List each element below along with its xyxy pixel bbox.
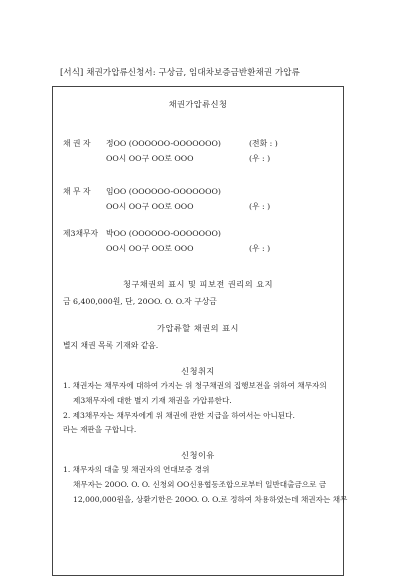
- purpose-line: 1. 채권자는 채무자에 대하여 가지는 위 청구채권의 집행보전을 위하여 채무자의: [63, 381, 327, 390]
- reason-body: [63, 463, 348, 507]
- party-postal: (우 : ): [249, 244, 271, 253]
- seized-section-title: 가압류할 채권의 표시: [157, 323, 239, 333]
- petition-form: [52, 86, 348, 576]
- party-postal: (우 : ): [249, 154, 271, 163]
- purpose-body: [63, 379, 335, 438]
- claim-section-title: 청구채권의 표시 및 피보전 권리의 요지: [122, 279, 274, 289]
- party-postal: (우 : ): [249, 202, 271, 211]
- party-name: 박OO (OOOOOO-OOOOOOO): [106, 229, 221, 238]
- reason-line: 12,000,000원을, 상환기한은 20OO. O. O.로 정하여 차용하였는데 채권자는 채무: [73, 494, 348, 504]
- party-address: OO시 OO구 OO로 OOO: [106, 244, 194, 253]
- purpose-line: 2. 제3채무자는 채무자에게 위 채권에 관한 지급을 하여서는 아니된다.: [63, 410, 295, 420]
- party-role: 채 권 자: [63, 139, 91, 148]
- party-name: 정OO (OOOOOO-OOOOOOO): [106, 139, 221, 148]
- party-role: 제3채무자: [63, 229, 99, 238]
- claim-text: 금 6,400,000원, 단, 20OO. O. O.자 구상금: [63, 297, 217, 306]
- purpose-line: 제3채무자에 대한 별지 기재 채권을 가압류한다.: [73, 395, 232, 405]
- seized-text: 별지 채권 목록 기재와 같음.: [63, 341, 159, 350]
- purpose-line: 라는 재판을 구합니다.: [63, 425, 137, 435]
- reason-section-title: 신청이유: [181, 450, 215, 460]
- party-address: OO시 OO구 OO로 OOO: [106, 154, 194, 163]
- reason-line: 채무자는 20OO. O. O. 신청외 OO신용협동조합으로부터 일반대출금으로 금: [73, 479, 327, 489]
- purpose-section-title: 신청취지: [181, 366, 215, 376]
- reason-line: 1. 채무자의 대출 및 채권자의 연대보증 경위: [63, 465, 210, 474]
- form-header-label: [서식] 채권가압류신청서: 구상금, 임대차보증금반환채권 가압류: [60, 68, 300, 78]
- party-role: 채 무 자: [63, 187, 91, 196]
- party-name: 임OO (OOOOOO-OOOOOOO): [106, 187, 221, 196]
- party-phone: (전화 : ): [249, 139, 278, 148]
- party-address: OO시 OO구 OO로 OOO: [106, 202, 194, 211]
- document-title: 채권가압류신청: [168, 99, 228, 109]
